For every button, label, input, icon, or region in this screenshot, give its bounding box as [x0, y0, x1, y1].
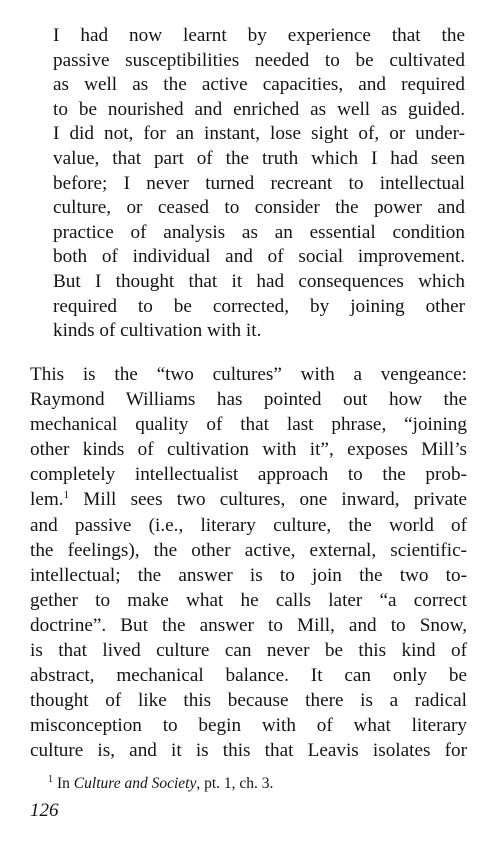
quote-line: as well as the active capacities, and required — [53, 74, 465, 96]
quote-line: I had now learnt by experience that the — [53, 25, 465, 46]
quote-line: culture, or ceased to consider the power and — [53, 197, 465, 219]
quote-line: to be nourished and enriched as well as guided. — [53, 98, 465, 120]
footnote-prefix: In — [57, 775, 74, 792]
body-line: the feelings), the other active, external, scientific- — [30, 539, 467, 561]
body-line: thought of like this because there is a radical — [30, 690, 467, 712]
page-number: 126 — [30, 800, 59, 821]
body-line: other kinds of cultivation with it”, exposes Mill’s — [30, 439, 467, 461]
footnote-suffix: , pt. 1, ch. 3. — [196, 775, 274, 792]
body-paragraph — [30, 362, 467, 764]
body-line: This is the “two cultures” with a vengeance: — [30, 364, 467, 385]
quote-line: kinds of cultivation with it. — [53, 320, 262, 342]
body-line: mechanical quality of that last phrase, “joining — [30, 414, 467, 436]
body-line: completely intellectualist approach to the prob- — [30, 464, 467, 486]
footnote-title: Culture and Society — [73, 775, 197, 792]
quote-line: passive susceptibilities needed to be cultivated — [53, 49, 465, 71]
body-line-rest: Mill sees two cultures, one inward, private — [69, 489, 467, 511]
footnote-marker: 1 — [48, 774, 53, 785]
footnote-reference[interactable]: 1 — [63, 489, 70, 502]
body-line: culture is, and it is this that Leavis isolates for — [30, 740, 467, 762]
body-line: gether to make what he calls later “a correct — [30, 589, 467, 611]
body-line: misconception to begin with of what literary — [30, 715, 467, 737]
quote-line: required to be corrected, by joining other — [53, 295, 465, 317]
quote-line: I did not, for an instant, lose sight of, or under- — [53, 123, 465, 145]
body-line: Raymond Williams has pointed out how the — [30, 389, 467, 411]
quote-line: practice of analysis as an essential condition — [53, 221, 465, 243]
body-line-with-footnote — [30, 487, 467, 512]
quote-line: But I thought that it had consequences which — [53, 270, 465, 292]
quote-line: value, that part of the truth which I had seen — [53, 147, 465, 169]
quote-line: both of individual and of social improvement. — [53, 246, 465, 268]
body-line: abstract, mechanical balance. It can only be — [30, 665, 467, 687]
body-line-start: lem. — [30, 489, 64, 511]
body-line: intellectual; the answer is to join the two to- — [30, 564, 467, 586]
body-line: is that lived culture can never be this kind of — [30, 640, 467, 662]
quote-line: before; I never turned recreant to intellectual — [53, 172, 465, 194]
body-line: doctrine”. But the answer to Mill, and to Snow, — [30, 614, 467, 636]
body-line: and passive (i.e., literary culture, the world of — [30, 514, 467, 536]
block-quote — [53, 24, 465, 344]
footnote — [48, 771, 273, 793]
